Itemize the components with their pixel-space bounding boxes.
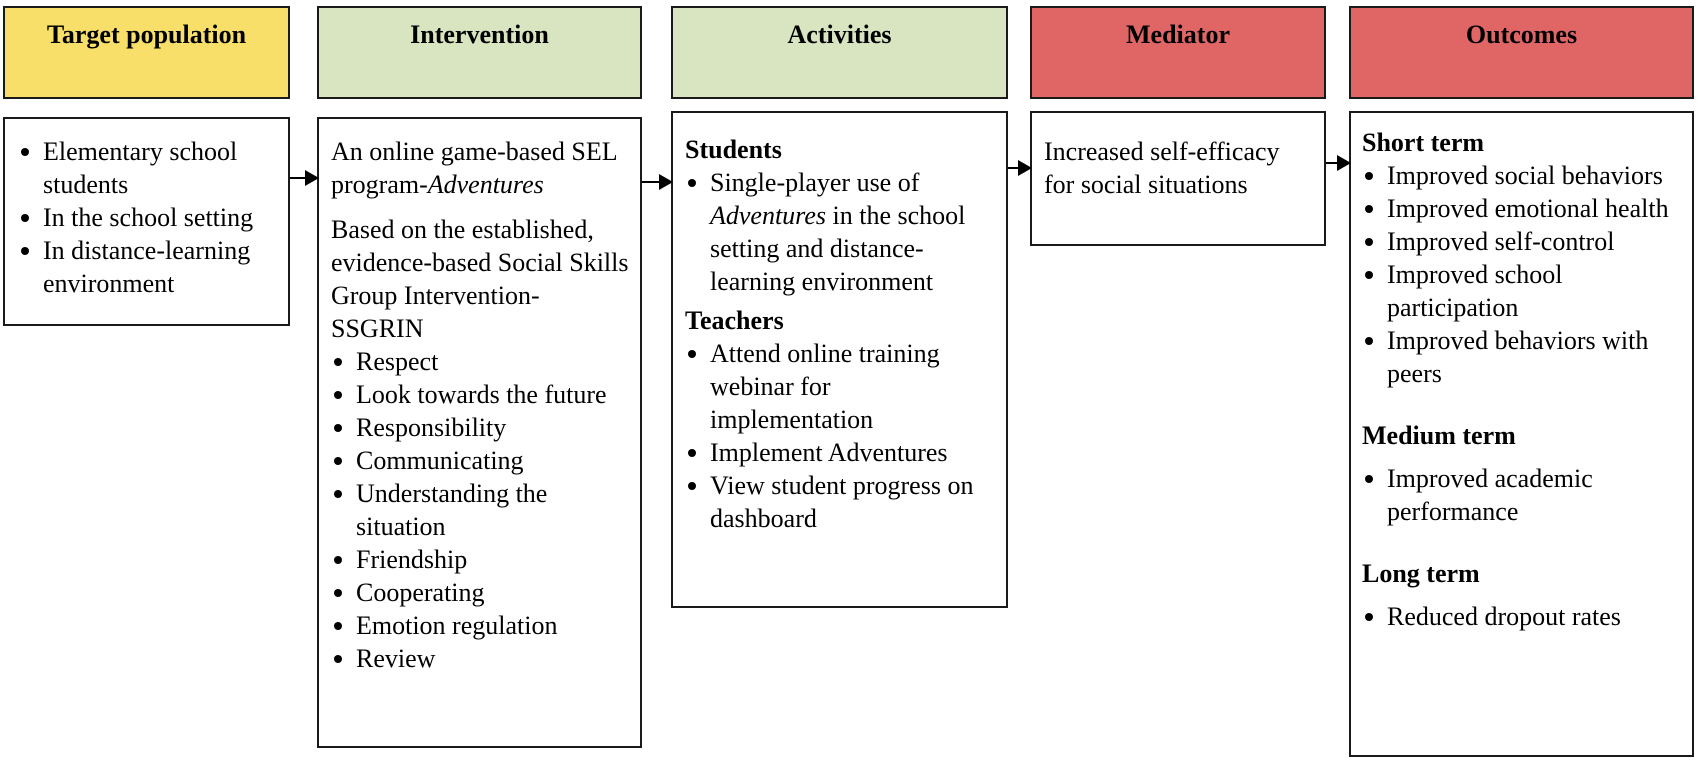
intervention-description: An online game-based SEL program-Adventures: [331, 137, 617, 199]
header-outcomes: [1349, 6, 1694, 99]
header-intervention-label: Intervention: [410, 20, 549, 49]
target-population-list: [18, 135, 282, 300]
list-item: Cooperating: [331, 576, 632, 609]
intervention-module-list: [331, 345, 632, 675]
list-item: Improved academic performance: [1362, 462, 1686, 528]
header-outcomes-label: Outcomes: [1465, 20, 1578, 49]
list-item: Emotion regulation: [331, 609, 632, 642]
mediator-text: Increased self-efficacy for social situations: [1044, 137, 1280, 199]
header-activities-label: Activities: [787, 20, 892, 49]
header-target-population: [3, 6, 290, 99]
medium-term-heading: Medium term: [1362, 421, 1516, 450]
arrow-mediator-to-outcomes: [1326, 162, 1349, 164]
target-population-box: [3, 117, 290, 326]
list-item: Improved social behaviors: [1362, 159, 1686, 192]
header-mediator-label: Mediator: [1126, 20, 1230, 49]
list-item: Friendship: [331, 543, 632, 576]
teachers-heading: Teachers: [685, 306, 784, 335]
list-item: Respect: [331, 345, 632, 378]
list-item: Improved school participation: [1362, 258, 1686, 324]
list-item: Single-player use of Adventures in the school setting and distance-learning environment: [685, 166, 1000, 298]
list-item: Implement Adventures: [685, 436, 1000, 469]
list-item: Elementary school students: [18, 135, 282, 201]
list-item: In the school setting: [18, 201, 282, 234]
arrow-target-to-intervention: [290, 177, 317, 179]
list-item: Attend online training webinar for implementation: [685, 337, 1000, 436]
short-term-heading: Short term: [1362, 128, 1485, 157]
program-name: Adventures: [427, 170, 544, 199]
list-item: View student progress on dashboard: [685, 469, 1000, 535]
list-item: Communicating: [331, 444, 632, 477]
arrow-intervention-to-activities: [642, 181, 671, 183]
list-item: Reduced dropout rates: [1362, 600, 1686, 633]
long-term-heading: Long term: [1362, 559, 1480, 588]
list-item: Review: [331, 642, 632, 675]
list-item: Improved emotional health: [1362, 192, 1686, 225]
outcomes-box: [1349, 111, 1694, 757]
intervention-box: [317, 117, 642, 748]
short-term-list: [1362, 159, 1686, 390]
header-intervention: [317, 6, 642, 99]
list-item: Improved behaviors with peers: [1362, 324, 1686, 390]
activities-box: [671, 111, 1008, 608]
list-item: Look towards the future: [331, 378, 632, 411]
arrow-activities-to-mediator: [1008, 167, 1030, 169]
list-item: In distance-learning environment: [18, 234, 282, 300]
students-heading: Students: [685, 135, 782, 164]
header-activities: [671, 6, 1008, 99]
header-mediator: [1030, 6, 1326, 99]
long-term-list: [1362, 600, 1686, 633]
list-item: Improved self-control: [1362, 225, 1686, 258]
list-item: Responsibility: [331, 411, 632, 444]
teachers-activity-list: [685, 337, 1000, 535]
medium-term-list: [1362, 462, 1686, 528]
students-activity-list: [685, 166, 1000, 298]
intervention-basis: Based on the established, evidence-based Social Skills Group Intervention-SSGRIN: [331, 215, 629, 343]
header-target-population-label: Target population: [46, 20, 247, 49]
list-item: Understanding the situation: [331, 477, 632, 543]
mediator-box: [1030, 111, 1326, 246]
